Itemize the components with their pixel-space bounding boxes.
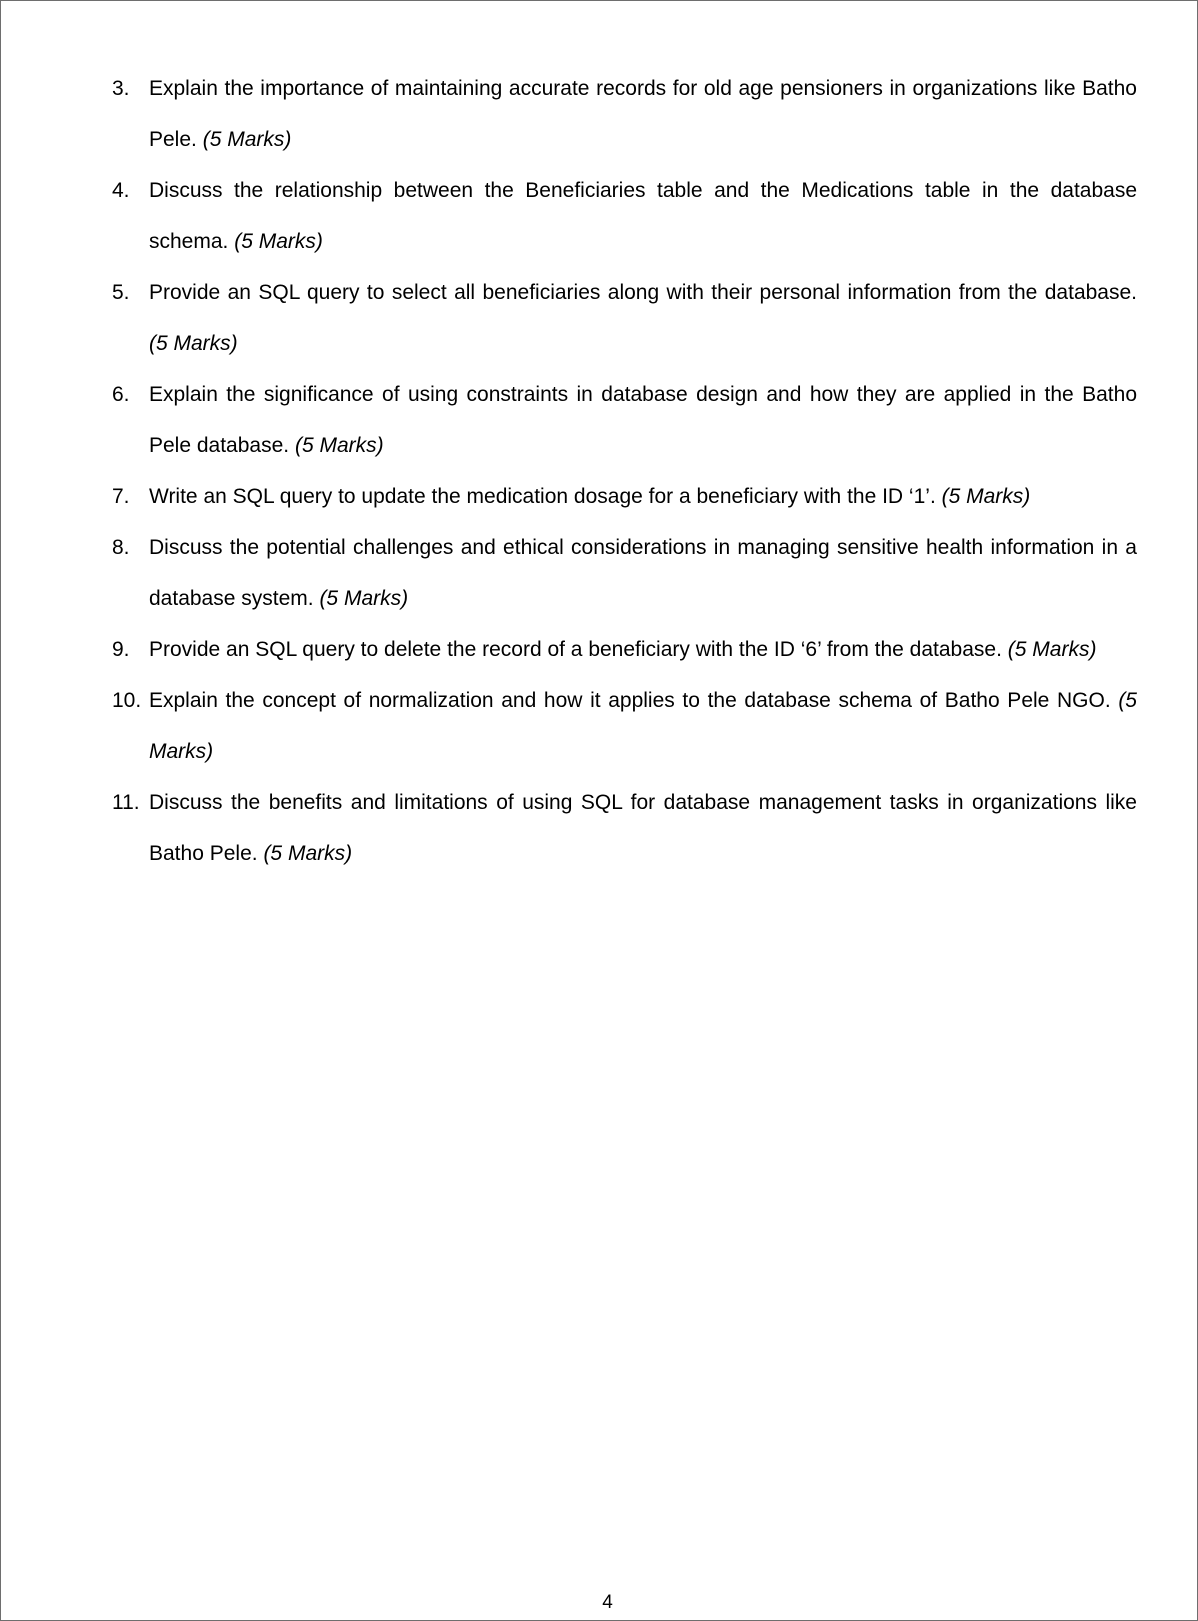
question-text: Discuss the potential challenges and ethical considerations in managing sensitive health information in a database system.: [149, 536, 1137, 610]
question-marks: (5 Marks): [234, 230, 323, 253]
question-11: [112, 777, 1137, 879]
question-text: Write an SQL query to update the medication dosage for a beneficiary with the ID ‘1’.: [149, 485, 936, 508]
question-number: 4.: [112, 179, 130, 202]
question-number: 11.: [112, 791, 140, 814]
question-6: [112, 369, 1137, 471]
question-text: Discuss the benefits and limitations of using SQL for database management tasks in organizations like Batho Pele.: [149, 791, 1137, 865]
question-text: Discuss the relationship between the Beneficiaries table and the Medications table in the database schema.: [149, 179, 1137, 253]
question-number: 9.: [112, 638, 130, 661]
question-number: 3.: [112, 77, 130, 100]
question-text: Provide an SQL query to delete the record of a beneficiary with the ID ‘6’ from the database.: [149, 638, 1002, 661]
question-marks: (5 Marks): [149, 332, 238, 355]
page-number: 4: [602, 1592, 613, 1613]
question-10: [112, 675, 1137, 777]
question-marks: (5 Marks): [941, 485, 1031, 508]
question-marks: (5 Marks): [149, 689, 1137, 763]
question-marks: (5 Marks): [294, 434, 384, 457]
question-8: [112, 522, 1137, 624]
question-5: [112, 267, 1137, 369]
question-7: [112, 471, 1137, 522]
question-list: [112, 63, 1137, 879]
question-number: 8.: [112, 536, 130, 559]
question-number: 7.: [112, 485, 130, 508]
question-number: 5.: [112, 281, 130, 304]
question-text: Explain the significance of using constraints in database design and how they are applied in the Batho Pele database.: [149, 383, 1137, 457]
question-marks: (5 Marks): [1007, 638, 1097, 661]
question-number: 10.: [112, 689, 142, 712]
question-text: Explain the concept of normalization and how it applies to the database schema of Batho Pele NGO.: [149, 689, 1111, 712]
question-marks: (5 Marks): [319, 587, 409, 610]
question-marks: (5 Marks): [263, 842, 353, 865]
question-text: Explain the importance of maintaining accurate records for old age pensioners in organizations like Batho Pele.: [149, 77, 1137, 151]
question-3: [112, 63, 1137, 165]
question-marks: (5 Marks): [202, 128, 292, 151]
question-text: Provide an SQL query to select all beneficiaries along with their personal information from the database.: [149, 281, 1137, 304]
question-4: [112, 165, 1137, 267]
question-number: 6.: [112, 383, 130, 406]
question-9: [112, 624, 1137, 675]
